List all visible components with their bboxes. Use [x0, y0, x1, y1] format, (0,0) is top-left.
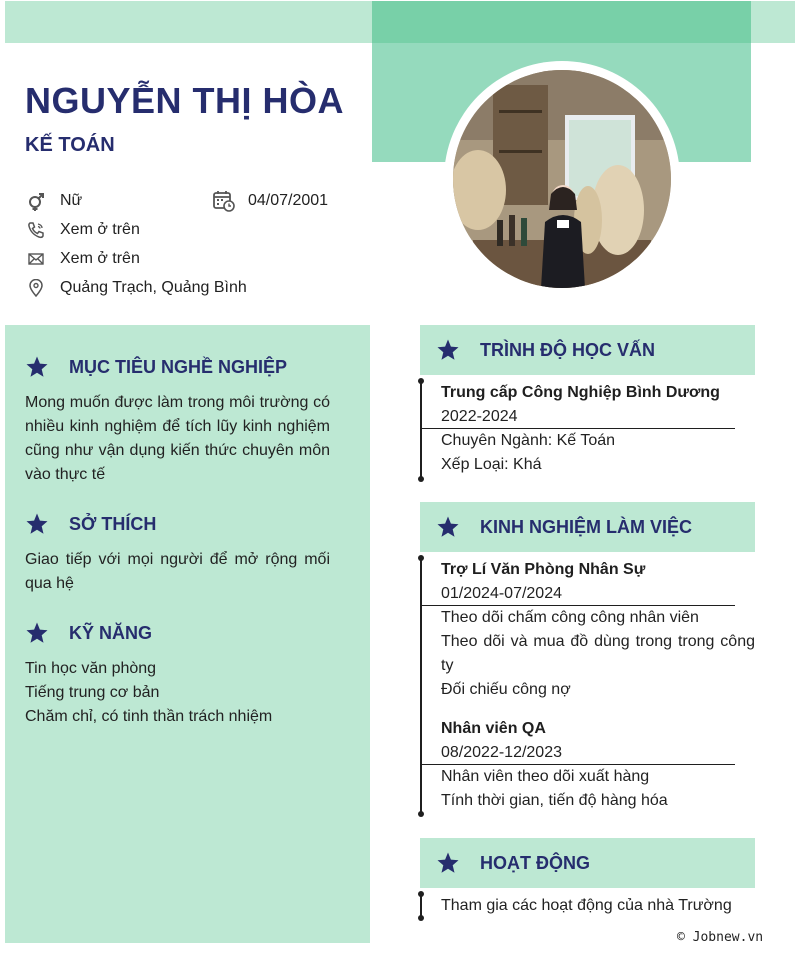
phone-row	[25, 219, 140, 241]
job-duties	[441, 606, 755, 702]
address-value: Quảng Trạch, Quảng Bình	[60, 279, 247, 296]
timeline-dot	[418, 811, 424, 817]
star-icon	[25, 621, 49, 645]
star-icon	[25, 355, 49, 379]
education-details	[441, 429, 741, 477]
job-duty: Tính thời gian, tiến độ hàng hóa	[441, 792, 668, 809]
location-pin-icon	[25, 277, 47, 299]
education-title: TRÌNH ĐỘ HỌC VẤN	[480, 339, 655, 360]
skill-item: Chăm chỉ, có tinh thần trách nhiệm	[25, 708, 273, 725]
experience-timeline	[420, 558, 422, 814]
education-period: 2022-2024	[441, 408, 518, 425]
candidate-name: NGUYỄN THỊ HÒA	[25, 80, 345, 121]
activities-timeline	[420, 894, 422, 918]
timeline-dot	[418, 915, 424, 921]
job-period: 01/2024-07/2024	[441, 585, 562, 602]
job-role: Trợ Lí Văn Phòng Nhân Sự	[441, 561, 646, 578]
birthday-value: 04/07/2001	[248, 192, 329, 209]
timeline-dot	[418, 378, 424, 384]
profile-photo	[453, 70, 671, 288]
education-school: Trung cấp Công Nghiệp Bình Dương	[441, 384, 720, 401]
experience-title: KINH NGHIỆM LÀM VIỆC	[480, 516, 693, 537]
skill-item: Tiếng trung cơ bản	[25, 684, 160, 701]
footer-credit: © Jobnew.vn	[677, 930, 764, 945]
gender-row	[25, 190, 82, 212]
calendar-icon	[213, 190, 235, 212]
gender-value: Nữ	[60, 192, 83, 209]
email-icon	[25, 248, 47, 270]
gender-icon	[25, 190, 47, 212]
activities-title: HOẠT ĐỘNG	[480, 852, 590, 873]
activities-header	[420, 838, 755, 888]
phone-icon	[25, 219, 47, 241]
job-duty: Đối chiếu công nợ	[441, 681, 571, 698]
education-timeline	[420, 381, 422, 479]
job-title: KẾ TOÁN	[25, 134, 115, 156]
education-line: Chuyên Ngành: Kế Toán	[441, 432, 616, 449]
hobbies-heading	[25, 512, 156, 536]
objective-title: MỤC TIÊU NGHỀ NGHIỆP	[69, 356, 288, 377]
star-icon	[436, 338, 460, 362]
job-role: Nhân viên QA	[441, 720, 546, 737]
star-icon	[25, 512, 49, 536]
job-period: 08/2022-12/2023	[441, 744, 562, 761]
header-accent-strip	[372, 1, 751, 43]
skills-heading	[25, 621, 152, 645]
education-header	[420, 325, 755, 375]
skill-item: Tin học văn phòng	[25, 660, 157, 677]
timeline-dot	[418, 476, 424, 482]
job-duty: Nhân viên theo dõi xuất hàng	[441, 768, 650, 785]
email-value: Xem ở trên	[60, 250, 140, 267]
objective-text: Mong muốn được làm trong môi trường có nhiều kinh nghiệm để tích lũy kinh nghiệm cũng như vận dụng kiến thức chuyên môn vào thực tế	[25, 394, 330, 483]
education-line: Xếp Loại: Khá	[441, 456, 542, 473]
phone-value: Xem ở trên	[60, 221, 140, 238]
objective-heading	[25, 355, 287, 379]
activities-text: Tham gia các hoạt động của nhà Trường	[441, 897, 732, 914]
job-duties	[441, 765, 755, 813]
job-duty: Theo dõi và mua đồ dùng trong trong công ty	[441, 633, 755, 674]
experience-header	[420, 502, 755, 552]
hobbies-text: Giao tiếp với mọi người để mở rộng mối qua hệ	[25, 551, 330, 592]
timeline-dot	[418, 555, 424, 561]
timeline-dot	[418, 891, 424, 897]
email-row	[25, 248, 140, 270]
birthday-row	[213, 190, 328, 212]
address-row	[25, 277, 247, 299]
hobbies-title: SỞ THÍCH	[69, 513, 157, 534]
skills-title: KỸ NĂNG	[69, 622, 153, 643]
job-duty: Theo dõi chấm công công nhân viên	[441, 609, 699, 626]
star-icon	[436, 851, 460, 875]
skills-list	[25, 657, 345, 729]
star-icon	[436, 515, 460, 539]
